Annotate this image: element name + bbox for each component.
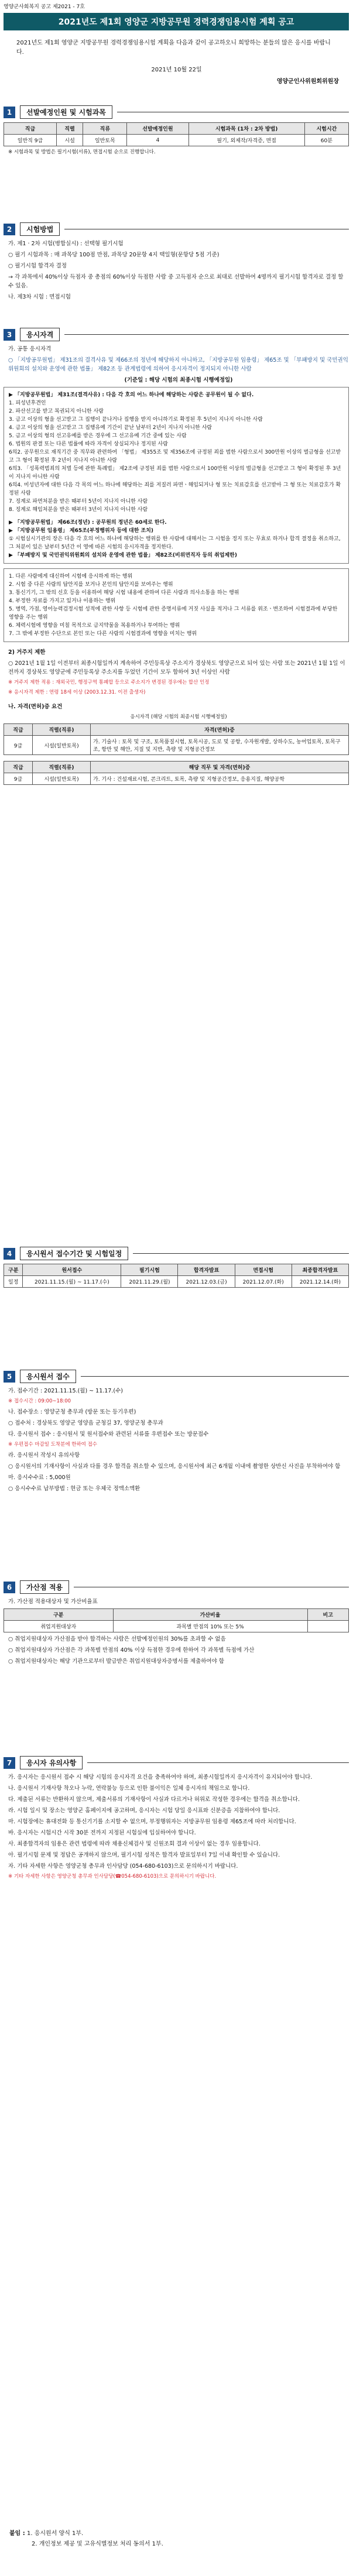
box-line: ▶ 「지방공무원 임용령」 제65조(부정행위자 등에 대한 조치) [9,528,154,534]
th-series: 직렬(직류) [33,724,91,736]
td-remark [307,1621,349,1632]
th-type: 구분 [4,1609,114,1621]
th-remark: 비고 [307,1609,349,1621]
method-b-detail: → 각 과목에서 40%이상 득점자 중 총점의 60%이상 득점한 사람 중 고득점자 순으로 최대로 선발하여 4명까지 필기시험 합격자로 결정 할 수 있음. [8,274,344,289]
box-line: ▶ 「지방공무원법」 제31조(결격사유) : 다음 각 호의 어느 하나에 해당하는 사람은 공무원이 될 수 없다. [9,392,254,398]
td-count: 4 [127,135,189,146]
td-time: 60분 [304,135,348,146]
notice-item: 라. 시험 일시 및 장소는 영양군 홈페이지에 공고하며, 응시자는 시험 당일 응시표와 신분증을 지참하여야 합니다. [8,1807,280,1814]
section-1-note: ※ 시험과목 및 방법은 필기시험(서류), 면접시험 순으로 진행합니다. [8,149,156,155]
td-application: 2021.11.15.(월) ~ 11.17.(수) [23,1276,121,1288]
box-line: 6. 체력시험에 영향을 미칠 목적으로 금지약물을 복용하거나 투여하는 행위 [9,623,180,629]
intro-text: 2021년도 제1회 영양군 지방공무원 경력경쟁임용시험 계획을 다음과 같이 공고하오니 희망하는 분들의 많은 응시를 바랍니다. [16,40,331,56]
section-4-number: 4 [4,1248,15,1260]
th-grade: 직급 [4,724,33,736]
box-line: 7. 그 밖에 부정한 수단으로 본인 또는 다른 사람의 시험결과에 영향을 미치는 행위 [9,631,197,637]
section-7-number: 7 [4,1757,15,1769]
qual-common-note: (기준일 : 해당 시험의 최종시험 시행예정일) [124,377,233,383]
license-table [4,723,349,755]
box-line: 2. 파산선고를 받고 복권되지 아니한 사람 [9,409,104,414]
section-7-title: 응시자 유의사항 [20,1756,83,1769]
apply-fee: 마. 응시수수료 : 5,000원 [8,1474,71,1481]
section-5-title: 응시원서 접수 [20,1370,76,1383]
notice-item: 가. 응시자는 응시원서 접수 시 해당 시험의 응시자격 요건을 충족하여야 하며, 최종시험일까지 응시자격이 유지되어야 합니다. [8,1774,313,1781]
apply-place-detail: ○ 접수처 : 경상북도 영양군 영양읍 군청길 37, 영양군청 총무과 [8,1420,163,1426]
bonus-note: ○ 취업지원대상자 가산점을 받아 합격하는 사람은 선발예정인원의 30%를 초과할 수 없음 [8,1636,226,1642]
box-line: ▶ 「지방공무원법」 제66조(정년) : 공무원의 정년은 60세로 한다. [9,520,167,526]
notice-date: 2021년 10월 22일 [151,67,202,73]
section-3-number: 3 [4,329,15,341]
th-application: 원서접수 [23,1264,121,1276]
notice-item: 자. 기타 자세한 사항은 영양군청 총무과 인사담당 (054-680-6103)으로 문의하시기 바랍니다. [8,1863,238,1870]
bonus-note: ○ 취업지원대상자는 해당 기관으로부터 발급받은 취업지원대상자증명서를 제출하여야 함 [8,1658,224,1665]
td-series: 시설(일반토목) [33,736,91,755]
attach-label: 붙임 : [9,2530,25,2537]
method-a-detail: ○ 필기 시험과목 : 매 과목당 100점 만점, 과목당 20문항 4지 택일형(문항당 5점 기준) [8,252,220,258]
box-line: 8. 징계로 해임처분을 받은 때부터 3년이 지나지 아니한 사람 [9,507,148,513]
notice-item: 마. 시험장에는 휴대전화 등 통신기기를 소지할 수 없으며, 부정행위자는 지방공무원 임용령 제65조에 따라 처리합니다. [8,1819,296,1825]
section-6-title: 가산점 적용 [20,1580,69,1594]
th-subjects: 시험과목 (1차 : 2차 방법) [189,123,304,135]
section-5-number: 5 [4,1371,15,1383]
qual-common: 가. 공통 응시자격 [8,346,52,352]
section-1 [4,105,349,159]
attachments [9,2529,163,2550]
contact-note: ※ 기타 자세한 사항은 영양군청 총무과 인사담당(☎054-680-6103)으로 문의하시기 바랍니다. [8,1874,217,1879]
th-class: 직류 [83,123,127,135]
residence-title: 2) 거주지 제한 [8,649,46,656]
notice-number: 영양군사회복지 공고 제2021 - 7호 [4,4,85,10]
section-7 [4,1756,349,1883]
box-line: 4. 금고 이상의 형을 선고받고 그 집행유예 기간이 끝난 날부터 2년이 지나지 아니한 사람 [9,425,213,431]
th-final: 최종합격자발표 [292,1264,348,1276]
schedule-table [4,1264,349,1288]
box-line: 6의4. 미성년자에 대한 다음 각 목의 어느 하나에 해당하는 죄를 저질러 파면ㆍ해임되거나 형 또는 치료감호를 선고받아 그 형 또는 치료감호가 확정된 사람 [9,482,341,496]
license-sub: 응시자격 (해당 시험의 최종시험 시행예정일) [130,714,227,720]
td-series: 시설(일반토목) [33,773,91,785]
td-interview: 2021.12.07.(화) [235,1276,292,1288]
th-written: 필기시험 [121,1264,178,1276]
bonus-intro: 가. 가산점 적용대상자 및 가산비율표 [8,1599,98,1605]
box-line: 2. 시험 중 다른 사람의 답안지를 보거나 본인의 답안지를 보여주는 행위 [9,582,173,588]
td-license: 가. 기사 : 건설재료시험, 콘크리트, 토목, 측량 및 지형공간정보, 응용지질, 해양공학 [91,773,349,785]
th-license: 해당 직무 및 자격(면허)증 [91,762,349,773]
td-final: 2021.12.14.(화) [292,1276,348,1288]
td-rate: 과목별 만점의 10% 또는 5% [113,1621,307,1632]
box-line: ▶ 「부패방지 및 국민권익위원회의 설치와 운영에 관한 법률」 제82조(비위면직자 등의 취업제한) [9,553,237,558]
section-3 [4,328,349,785]
td-series: 시설 [56,135,83,146]
box-line: 1. 다른 사람에게 대신하여 시험에 응시하게 하는 행위 [9,574,133,579]
td-subjects: 필기, 외제작/자격증, 면접 [189,135,304,146]
residence-text: ○ 2021년 1월 1일 이전부터 최종시험일까지 계속하여 주민등록상 주소지가 경상북도 영양군으로 되어 있는 사람 또는 2021년 1월 1일 이전까지 경상북도 영양군에 주민등록상 주소지를 두었던 기간이 모두 합하여 3년 이상인 사람 [8,660,345,675]
th-time: 시험시간 [304,123,348,135]
method-b: ○ 필기시험 합격자 결정 [8,263,67,269]
td-grade: 9급 [4,773,33,785]
section-2-title: 시험방법 [20,222,60,236]
section-6 [4,1580,349,1668]
box-line: ① 시험실시기관의 장은 다음 각 호의 어느 하나에 해당하는 행위를 한 사람에 대해서는 그 시험을 정지 또는 무효로 하거나 합격 결정을 취소하고, 그 처분이 있은 날부터 5년간 이 영에 따른 시험의 응시자격을 정지한다. [9,536,341,550]
section-2 [4,222,349,304]
section-3-title: 응시자격 [20,328,60,341]
td-type: 취업지원대상자 [4,1621,114,1632]
method-c: 나. 제3차 시험 : 면접시험 [8,294,71,300]
th-category: 구분 [4,1264,23,1276]
td-grade: 일반직 9급 [4,135,57,146]
section-5 [4,1370,349,1495]
bonus-note: ○ 취업지원대상자 가산점은 각 과목별 만점의 40% 이상 득점한 경우에 한하여 각 과목별 득점에 가산 [8,1647,255,1654]
td-class: 일반토목 [83,135,127,146]
apply-caution: 라. 응시원서 작성시 유의사항 [8,1452,80,1459]
apply-period: 가. 접수기간 : 2021.11.15.(월) ~ 11.17.(수) [8,1388,123,1394]
td-category: 일정 [4,1276,23,1288]
qual-common-detail: ○ 「지방공무원법」 제31조의 결격사유 및 제66조의 정년에 해당하지 아니하고, 「지방공무원 임용령」 제65조 및 「부패방지 및 국민권익위원회의 설치와 운영에 관한 법률」 제82조 등 관계법령에 의하여 응시자격이 정지되지 아니한 사람 [8,357,348,372]
notice-item: 나. 응시원서 기재사항 착오나 누락, 연락불능 등으로 인한 불이익은 일체 응시자의 책임으로 합니다. [8,1785,250,1792]
section-4 [4,1247,349,1288]
td-announce: 2021.12.03.(금) [178,1276,235,1288]
th-count: 선발예정인원 [127,123,189,135]
section-2-number: 2 [4,224,15,235]
th-series: 직렬(직류) [33,762,91,773]
section-6-number: 6 [4,1582,15,1593]
method-a: 가. 제1 · 2차 시험(병합실시) : 선택형 필기시험 [8,241,124,247]
bonus-table [4,1608,349,1632]
apply-method: 다. 응시원서 접수 : 응시원서 및 원서접수와 관련된 서류를 우편접수 또는 방문접수 [8,1431,209,1438]
residence-note-2: ※ 응시자격 제한 : 연령 18세 이상 (2003.12.31. 이전 출생자) [8,690,146,695]
th-interview: 면접시험 [235,1264,292,1276]
residence-note: ※ 거주지 제한 적용 : 재외국민, 행정구역 통폐합 등으로 주소지가 변경된 경우에는 합산 인정 [8,680,210,685]
box-line: 4. 부정한 자료를 가지고 있거나 이용하는 행위 [9,598,116,604]
box-line: 6의2. 공무원으로 재직기간 중 직무와 관련하여 「형법」 제355조 및 제356조에 규정된 죄를 범한 사람으로서 300만원 이상의 벌금형을 선고받고 그 형이 확정된 후 2년이 지나지 아니한 사람 [9,450,341,464]
box-line: 5. 병역, 가점, 영어능력검정시험 성적에 관한 사항 등 시험에 관한 증명서류에 거짓 사실을 적거나 그 서류를 위조ㆍ변조하여 시험결과에 부당한 영향을 주는 행위 [9,606,338,620]
th-rate: 가산비율 [113,1609,307,1621]
attach-1: 1. 응시원서 양식 1부. [27,2530,84,2537]
section-1-title: 선발예정인원 및 시험과목 [20,105,112,119]
td-written: 2021.11.29.(월) [121,1276,178,1288]
td-license: 가. 기술사 : 토목 및 구조, 토목품질시험, 토목시공, 도로 및 공항, 수자원개발, 상하수도, 농어업토목, 토목구조, 항만 및 해안, 지질 및 지반, 측량 및 지형공간정보 [91,736,349,755]
box-line: 1. 피성년후견인 [9,400,46,406]
section-4-title: 응시원서 접수기간 및 시험일정 [20,1247,128,1260]
apply-method-note: ※ 우편접수 마감일 도착분에 한하여 접수 [8,1442,98,1448]
th-series: 직렬 [56,123,83,135]
apply-fee-detail: ○ 응시수수료 납부방법 : 현금 또는 우체국 정액소액환 [8,1486,140,1492]
license-table-2 [4,761,349,785]
notice-item: 다. 제출된 서류는 반환하지 않으며, 제출서류의 기재사항이 사실과 다르거나 허위로 작성한 경우에는 합격을 취소합니다. [8,1796,300,1803]
box-line: 6의3. 「성폭력범죄의 처벌 등에 관한 특례법」 제2조에 규정된 죄를 범한 사람으로서 100만원 이상의 벌금형을 선고받고 그 형이 확정된 후 3년이 지나지 아니한 사람 [9,466,341,480]
disqualification-box [4,387,349,564]
box-line: 3. 금고 이상의 형을 선고받고 그 집행이 끝나거나 집행을 받지 아니하기로 확정된 후 5년이 지나지 아니한 사람 [9,417,263,423]
th-announce: 합격자발표 [178,1264,235,1276]
notice-item: 사. 최종합격자의 임용은 관련 법령에 따라 채용신체검사 및 신원조회 결과 이상이 없는 경우 임용합니다. [8,1841,261,1847]
misconduct-box [4,568,349,642]
notice-item: 아. 필기시험 문제 및 정답은 공개하지 않으며, 필기시험 성적은 합격자 발표일부터 7일 이내 확인할 수 있습니다. [8,1852,280,1858]
th-license: 자격(면허)증 [91,724,349,736]
box-line: 7. 징계로 파면처분을 받은 때부터 5년이 지나지 아니한 사람 [9,499,148,505]
th-grade: 직급 [4,123,57,135]
box-line: 3. 통신기기, 그 밖의 신호 등을 이용하여 해당 시험 내용에 관하여 다른 사람과 의사소통을 하는 행위 [9,590,239,596]
page-title: 2021년도 제1회 영양군 지방공무원 경력경쟁임용시험 계획 공고 [4,13,349,30]
td-grade: 9급 [4,736,33,755]
th-grade: 직급 [4,762,33,773]
license-caption: 나. 자격(면허)증 요건 [8,704,63,710]
attach-2: 2. 개인정보 제공 및 고유식별정보 처리 동의서 1부. [32,2541,163,2547]
apply-period-note: ※ 접수시간 : 09:00~18:00 [8,1398,71,1404]
notice-signer: 영양군인사위원회위원장 [276,78,339,85]
selection-table [4,122,349,146]
box-line: 6. 법원의 판결 또는 다른 법률에 따라 자격이 상실되거나 정지된 사람 [9,441,168,447]
apply-caution-detail: ○ 응시원서의 기재사항이 사실과 다를 경우 합격을 취소할 수 있으며, 응시원서에 최근 6개월 이내에 촬영한 상반신 사진을 부착하여야 함 [8,1463,341,1470]
box-line: 5. 금고 이상의 형의 선고유예를 받은 경우에 그 선고유예 기간 중에 있는 사람 [9,433,187,439]
section-1-number: 1 [4,107,15,118]
notice-item: 바. 응시자는 시험시간 시작 30분 전까지 지정된 시험실에 입실하여야 합니다. [8,1830,196,1836]
apply-place: 나. 접수장소 : 영양군청 총무과 (방문 또는 등기우편) [8,1409,136,1415]
